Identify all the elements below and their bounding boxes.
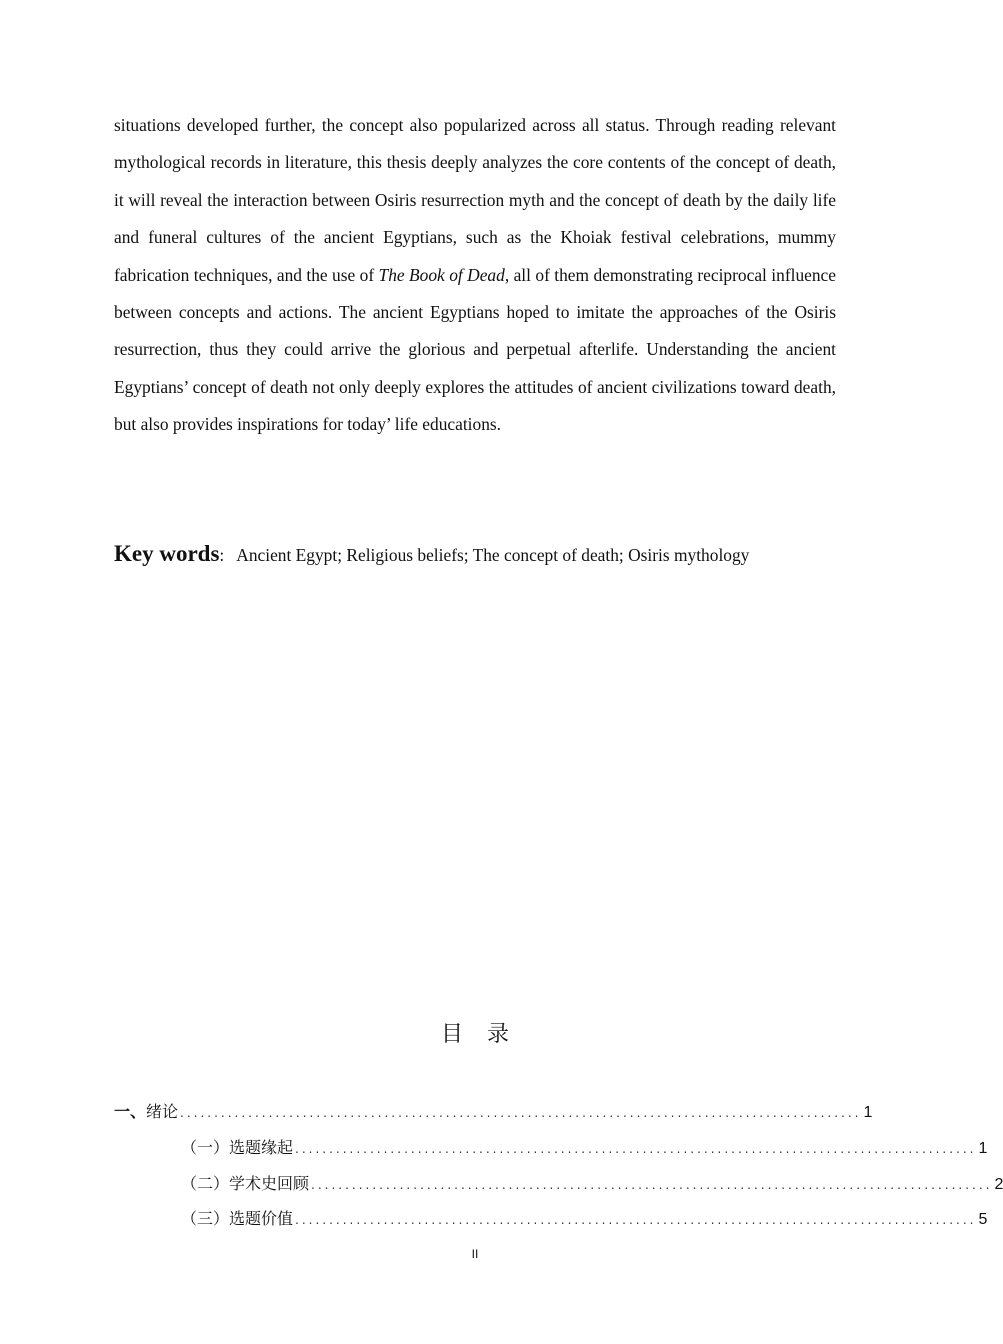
keywords-text: Ancient Egypt; Religious beliefs; The concept of death; Osiris mythology [236,545,750,565]
toc-entry[interactable] [181,1206,988,1230]
toc-title: 目录 [440,1022,533,1047]
toc-entry[interactable] [181,1135,988,1159]
toc-dot-leader: .................................................................................................... [180,1106,862,1120]
toc-entry[interactable] [114,1099,873,1123]
abstract-text: , all of them demonstrating reciprocal influence between concepts and actions. The ancient Egyptians hoped to imitate the approaches of the Osiris resurrection, thus they could arrive the glorious and perpetual afterlife. Understanding the ancient Egyptians’ concept of death not only deeply explores the attitudes of ancient civilizations toward death, but also provides inspirations for today’ life educations. [114,264,836,435]
toc-entry-title: 选题价值 [229,1209,294,1228]
keywords-label: Key words [114,541,220,566]
toc-entry-page: 5 [978,1211,988,1228]
page-number: II [471,1247,479,1261]
toc-entry-title: 绪论 [146,1102,179,1121]
abstract-paragraph [114,107,836,444]
keywords-line [114,541,874,567]
toc-entry[interactable] [181,1171,1003,1195]
toc-dot-leader: .................................................................................................... [295,1213,977,1227]
toc-entry-number: 一、 [114,1102,147,1121]
keywords-separator: : [219,545,225,565]
toc-entry-title: 学术史回顾 [229,1174,310,1193]
toc-entry-page: 2 [994,1176,1003,1193]
toc-entry-page: 1 [863,1104,873,1121]
toc-dot-leader: .................................................................................................... [311,1178,993,1192]
abstract-text: situations developed further, the concept also popularized across all status. Through reading relevant mythological records in literature, this thesis deeply analyzes the core contents of the concept of death, it will reveal the interaction between Osiris resurrection myth and the concept of death by the daily life and funeral cultures of the ancient Egyptians, such as the Khoiak festival celebrations, mummy fabrication techniques, and the use of [114,115,836,285]
toc-entry-number: （一） [181,1138,230,1157]
toc-entry-number: （三） [181,1209,230,1228]
toc-dot-leader: .................................................................................................... [295,1142,977,1156]
book-title-text: The Book of Dead [378,264,505,285]
toc-entry-title: 选题缘起 [229,1138,294,1157]
toc-entry-number: （二） [181,1174,230,1193]
toc-entry-page: 1 [978,1140,988,1157]
